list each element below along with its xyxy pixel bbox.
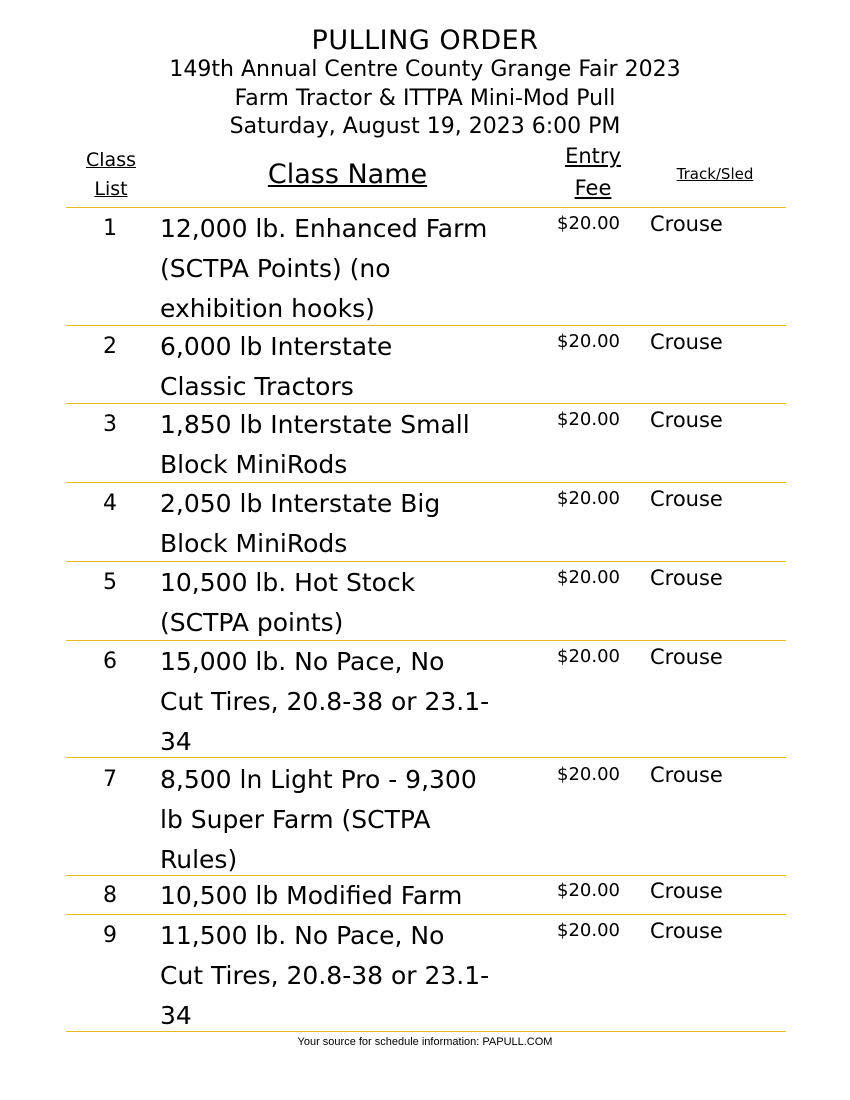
column-header-track-sled: Track/Sled bbox=[676, 165, 754, 183]
entry-fee: $20.00 bbox=[557, 213, 620, 234]
column-header-class-list-line: Class bbox=[86, 149, 136, 171]
entry-fee: $20.00 bbox=[557, 488, 620, 509]
class-number: 8 bbox=[103, 883, 117, 908]
class-name-line: lb Super Farm (SCTPA bbox=[160, 805, 431, 834]
class-name-line: Rules) bbox=[160, 845, 238, 874]
class-name-line: 10,500 lb Modified Farm bbox=[160, 881, 463, 910]
page-title: PULLING ORDER bbox=[311, 25, 539, 56]
class-number: 4 bbox=[103, 491, 117, 516]
class-name-line: 15,000 lb. No Pace, No bbox=[160, 647, 445, 676]
entry-fee: $20.00 bbox=[557, 567, 620, 588]
event-pull-type: Farm Tractor & ITTPA Mini-Mod Pull bbox=[234, 86, 616, 111]
entry-fee: $20.00 bbox=[557, 764, 620, 785]
track-sled: Crouse bbox=[650, 763, 723, 787]
column-header-class-list bbox=[78, 146, 144, 204]
entry-fee: $20.00 bbox=[557, 331, 620, 352]
class-name-line: Block MiniRods bbox=[160, 529, 348, 558]
entry-fee: $20.00 bbox=[557, 880, 620, 901]
class-name-line: 34 bbox=[160, 727, 192, 756]
column-header-class-list-line: List bbox=[94, 178, 128, 200]
track-sled: Crouse bbox=[650, 645, 723, 669]
track-sled: Crouse bbox=[650, 919, 723, 943]
class-name-line: 2,050 lb Interstate Big bbox=[160, 489, 441, 518]
class-name-line: 10,500 lb. Hot Stock bbox=[160, 568, 416, 597]
column-header-entry-fee-line: Entry bbox=[565, 144, 621, 168]
class-number: 1 bbox=[103, 216, 117, 241]
column-header-entry-fee-line: Fee bbox=[574, 176, 612, 200]
class-name-line: 6,000 lb Interstate bbox=[160, 332, 393, 361]
entry-fee: $20.00 bbox=[557, 920, 620, 941]
class-number: 9 bbox=[103, 923, 117, 948]
class-number: 6 bbox=[103, 649, 117, 674]
class-name-line: (SCTPA Points) (no bbox=[160, 254, 391, 283]
track-sled: Crouse bbox=[650, 330, 723, 354]
class-number: 3 bbox=[103, 412, 117, 437]
class-name-line: 34 bbox=[160, 1001, 192, 1030]
track-sled: Crouse bbox=[650, 408, 723, 432]
class-name-line: Cut Tires, 20.8-38 or 23.1- bbox=[160, 687, 490, 716]
footer-source-note: Your source for schedule information: PAPULL.COM bbox=[297, 1036, 553, 1048]
class-name-line: 12,000 lb. Enhanced Farm bbox=[160, 214, 488, 243]
track-sled: Crouse bbox=[650, 879, 723, 903]
class-number: 7 bbox=[103, 767, 117, 792]
class-name-line: (SCTPA points) bbox=[160, 608, 344, 637]
class-name-line: Cut Tires, 20.8-38 or 23.1- bbox=[160, 961, 490, 990]
class-name-line: Block MiniRods bbox=[160, 450, 348, 479]
class-number: 5 bbox=[103, 570, 117, 595]
track-sled: Crouse bbox=[650, 566, 723, 590]
class-name-line: 8,500 ln Light Pro - 9,300 bbox=[160, 765, 477, 794]
column-header-entry-fee bbox=[553, 140, 633, 204]
entry-fee: $20.00 bbox=[557, 646, 620, 667]
class-name-line: 11,500 lb. No Pace, No bbox=[160, 921, 445, 950]
column-header-class-name: Class Name bbox=[267, 159, 428, 190]
entry-fee: $20.00 bbox=[557, 409, 620, 430]
class-name-line: 1,850 lb Interstate Small bbox=[160, 410, 470, 439]
class-number: 2 bbox=[103, 334, 117, 359]
row-divider bbox=[66, 207, 786, 208]
event-name: 149th Annual Centre County Grange Fair 2023 bbox=[169, 57, 681, 82]
class-name-line: exhibition hooks) bbox=[160, 294, 375, 323]
event-date-time: Saturday, August 19, 2023 6:00 PM bbox=[229, 114, 621, 139]
track-sled: Crouse bbox=[650, 487, 723, 511]
class-name-line: Classic Tractors bbox=[160, 372, 354, 401]
track-sled: Crouse bbox=[650, 212, 723, 236]
